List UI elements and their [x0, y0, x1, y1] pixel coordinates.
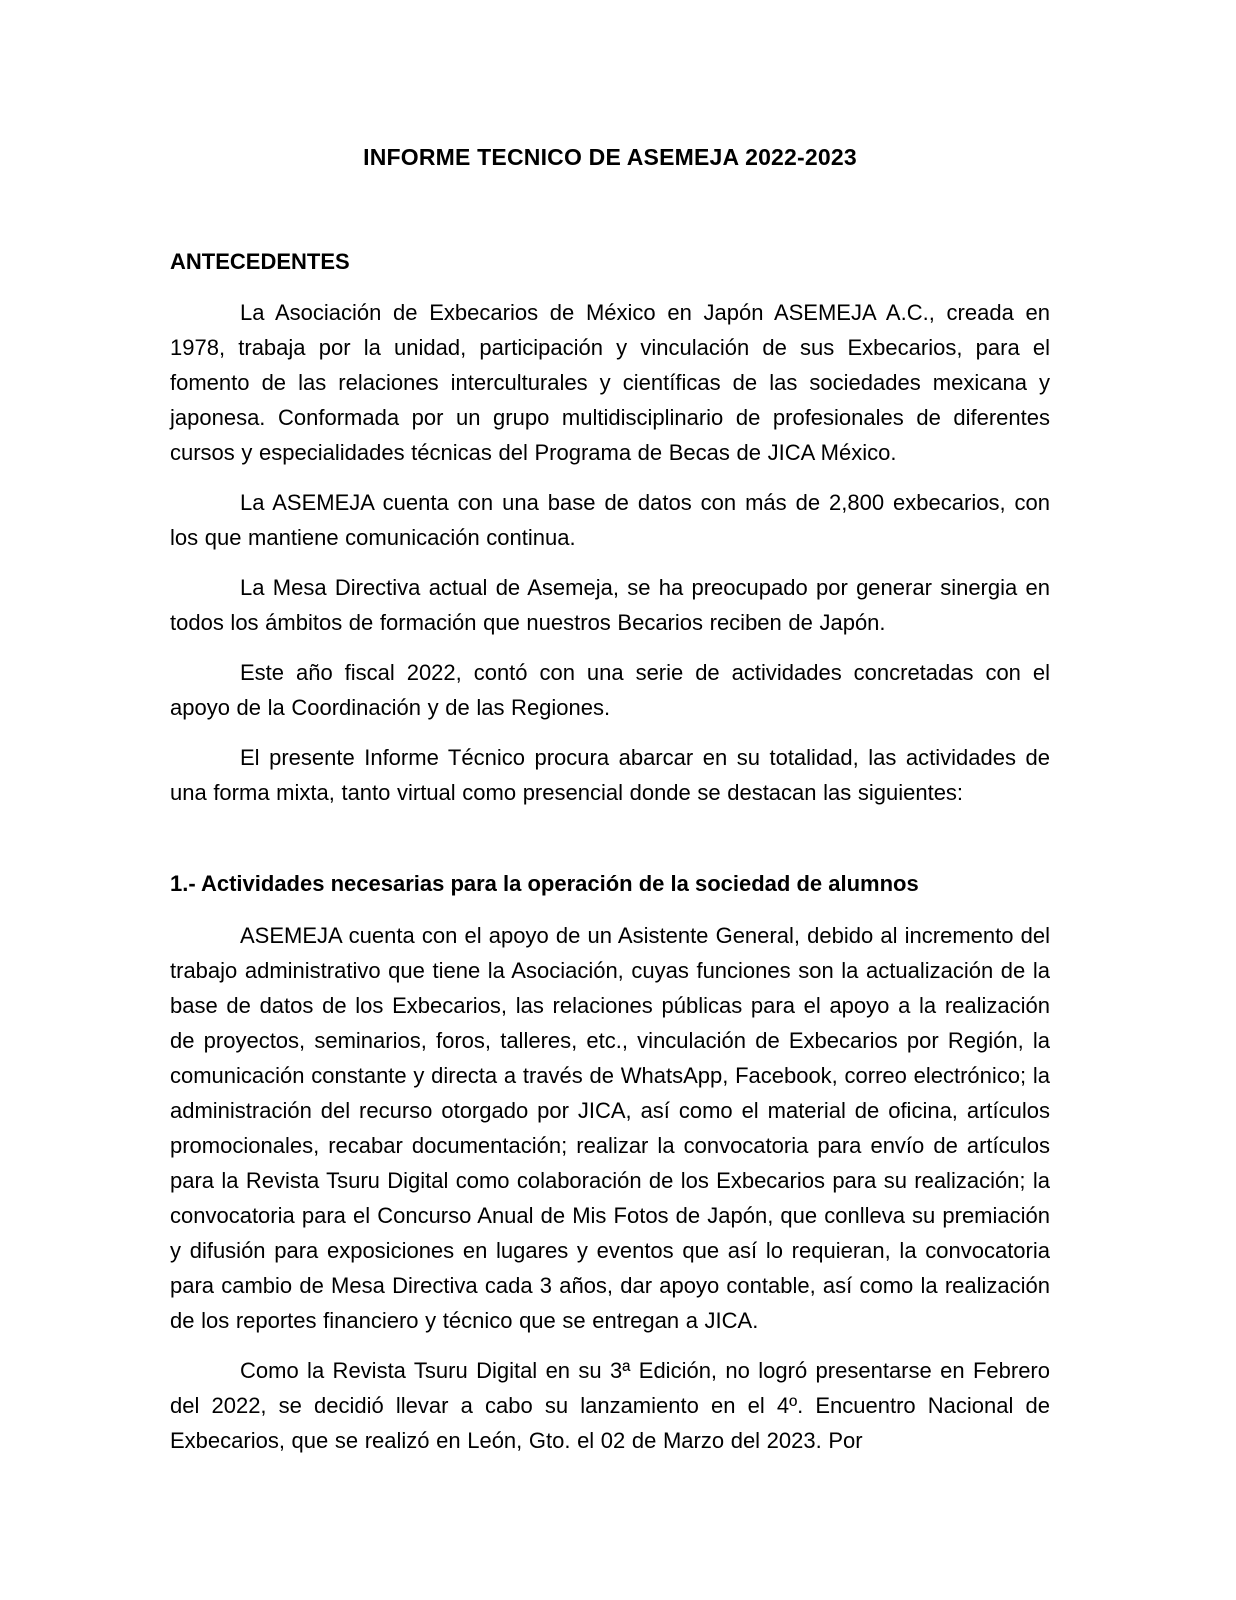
- paragraph-ano-fiscal: Este año fiscal 2022, contó con una serie de actividades concretadas con el apoyo de la Coordinación y de las Regiones.: [170, 660, 1050, 720]
- section-heading-antecedentes: ANTECEDENTES: [170, 249, 350, 274]
- paragraph-base-de-datos: La ASEMEJA cuenta con una base de datos con más de 2,800 exbecarios, con los que mantiene comunicación continua.: [170, 490, 1050, 550]
- paragraph-asistente-general: ASEMEJA cuenta con el apoyo de un Asistente General, debido al incremento del trabajo administrativo que tiene la Asociación, cuyas funciones son la actualización de la base de datos de los Exbecarios, las relaciones públicas para el apoyo a la realización de proyectos, seminarios, foros, talleres, etc., vinculación de Exbecarios por Región, la comunicación constante y directa a través de WhatsApp, Facebook, correo electrónico; la administración del recurso otorgado por JICA, así como el material de oficina, artículos promocionales, recabar documentación; realizar la convocatoria para envío de artículos para la Revista Tsuru Digital como colaboración de los Exbecarios para su realización; la convocatoria para el Concurso Anual de Mis Fotos de Japón, que conlleva su premiación y difusión para exposiciones en lugares y eventos que así lo requieran, la convocatoria para cambio de Mesa Directiva cada 3 años, dar apoyo contable, así como la realización de los reportes financiero y técnico que se entregan a JICA.: [170, 923, 1050, 1333]
- paragraph-informe-tecnico: El presente Informe Técnico procura abarcar en su totalidad, las actividades de una forma mixta, tanto virtual como presencial donde se destacan las siguientes:: [170, 745, 1050, 805]
- paragraph-revista-tsuru: Como la Revista Tsuru Digital en su 3ª Edición, no logró presentarse en Febrero del 2022, se decidió llevar a cabo su lanzamiento en el 4º. Encuentro Nacional de Exbecarios, que se realizó en León, Gto. el 02 de Marzo del 2023. Por: [170, 1358, 1050, 1453]
- section-actividades: [170, 870, 1050, 1458]
- paragraph-mesa-directiva: La Mesa Directiva actual de Asemeja, se ha preocupado por generar sinergia en todos los ámbitos de formación que nuestros Becarios reciben de Japón.: [170, 575, 1050, 635]
- document-title: INFORME TECNICO DE ASEMEJA 2022-2023: [363, 144, 857, 170]
- paragraph-asociacion-intro: La Asociación de Exbecarios de México en Japón ASEMEJA A.C., creada en 1978, trabaja por la unidad, participación y vinculación de sus Exbecarios, para el fomento de las relaciones interculturales y científicas de las sociedades mexicana y japonesa. Conformada por un grupo multidisciplinario de profesionales de diferentes cursos y especialidades técnicas del Programa de Becas de JICA México.: [170, 300, 1050, 465]
- section-antecedentes: [170, 248, 1050, 810]
- section-heading-actividades: 1.- Actividades necesarias para la operación de la sociedad de alumnos: [170, 871, 919, 896]
